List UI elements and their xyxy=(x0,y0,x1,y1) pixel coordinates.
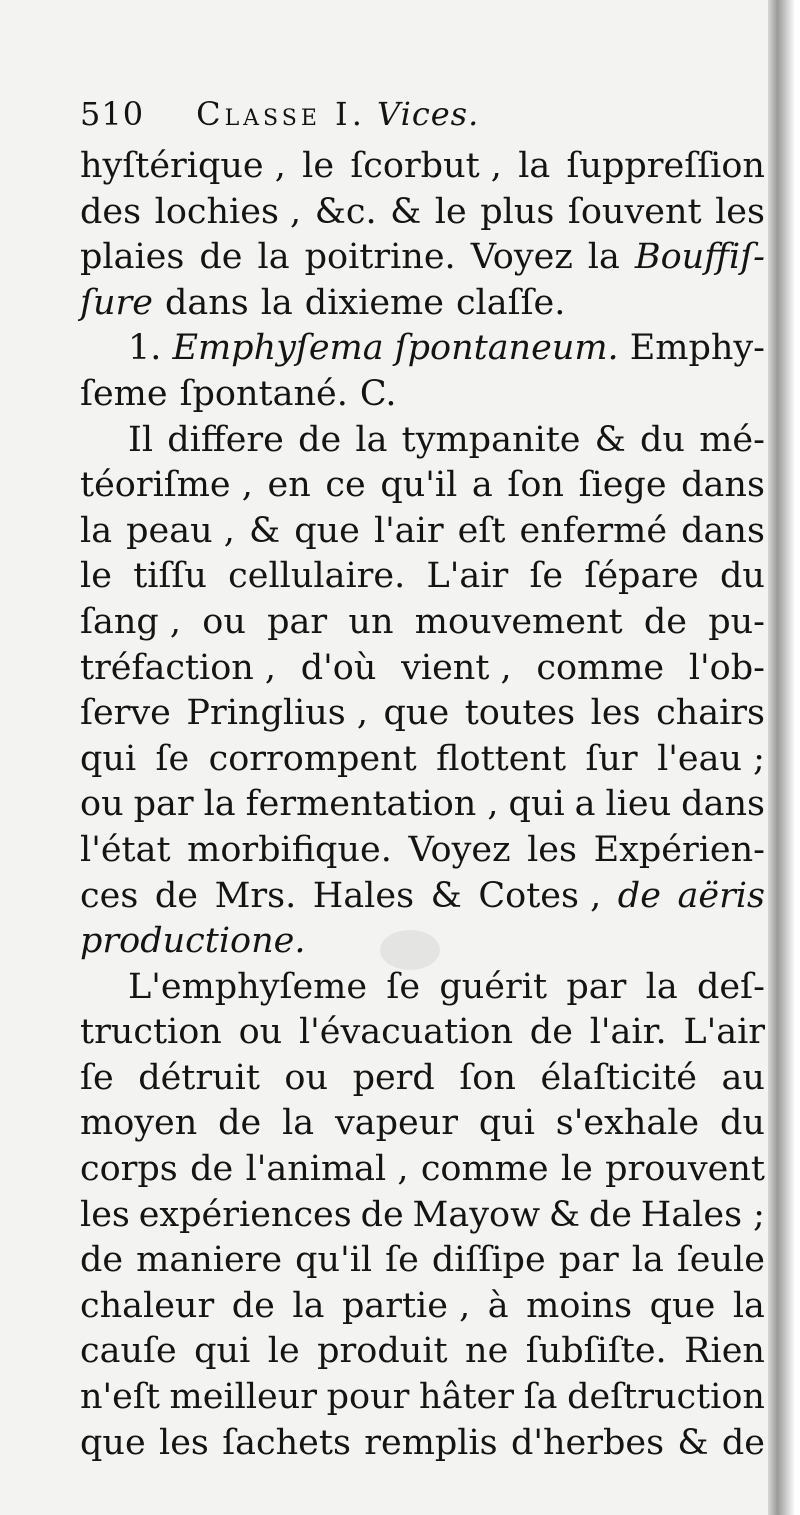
word: ou xyxy=(202,601,246,642)
word: les xyxy=(159,1422,209,1463)
word: les xyxy=(527,829,577,870)
word: la xyxy=(260,282,293,323)
word: fermentation , xyxy=(245,784,499,825)
word: de xyxy=(154,875,198,916)
word: du xyxy=(719,1103,765,1144)
word: & xyxy=(594,419,626,460)
word: qu'il xyxy=(295,1240,373,1281)
word: ſure xyxy=(80,282,153,323)
word: le xyxy=(267,1331,300,1372)
word: par xyxy=(267,601,328,642)
word: la xyxy=(732,1285,765,1326)
word: la xyxy=(355,419,388,460)
word: l'animal , xyxy=(245,1149,409,1190)
word: differe xyxy=(167,419,284,460)
word: la xyxy=(292,1285,325,1326)
word: ſcorbut , xyxy=(350,146,502,186)
word: L'emphyſeme xyxy=(128,966,368,1007)
word: ſe xyxy=(529,556,564,597)
word: la xyxy=(631,1240,664,1281)
word: Hales ; xyxy=(640,1194,765,1235)
word: le xyxy=(434,191,467,232)
word: ſon xyxy=(507,465,564,506)
word: de xyxy=(298,419,342,460)
word: peau , xyxy=(126,510,235,551)
word: détruit xyxy=(138,1057,260,1098)
word: les xyxy=(715,191,765,232)
word: &c. xyxy=(314,191,377,232)
word: des xyxy=(80,191,142,232)
word: s'exhale xyxy=(555,1103,700,1144)
word: ſeule xyxy=(676,1240,765,1281)
word: diſſipe xyxy=(431,1240,546,1281)
word: ſépare xyxy=(584,556,699,597)
word: de xyxy=(218,1103,262,1144)
text-line xyxy=(80,1101,765,1147)
word: chaleur xyxy=(80,1285,215,1326)
text-line xyxy=(80,874,765,920)
word: au xyxy=(721,1057,765,1098)
word: en xyxy=(267,465,311,506)
word: par xyxy=(558,1240,619,1281)
word: corps xyxy=(80,1149,178,1190)
word: comme xyxy=(536,647,665,688)
text-line xyxy=(80,235,765,281)
word: qui xyxy=(508,784,565,825)
word: L'air xyxy=(426,556,509,597)
word: d'où xyxy=(300,647,377,688)
word: mé- xyxy=(699,419,765,460)
word: la xyxy=(587,237,620,278)
word: enfermé xyxy=(519,510,668,551)
page-number: 510 xyxy=(80,95,145,133)
text-line xyxy=(80,737,765,783)
word: Emphyſema xyxy=(172,328,384,369)
word: le xyxy=(80,556,112,597)
word: hyſtérique , xyxy=(80,146,286,186)
word: dans xyxy=(681,784,765,825)
text-line xyxy=(80,281,765,327)
word: par xyxy=(566,966,627,1007)
word: le xyxy=(560,1149,593,1190)
text-line xyxy=(80,828,765,874)
word: que xyxy=(383,693,450,734)
word: ou xyxy=(238,1012,283,1053)
word: d'herbes xyxy=(510,1422,665,1463)
text-line xyxy=(80,1056,765,1102)
word: Voyez xyxy=(408,829,511,870)
page-gutter-shadow xyxy=(768,0,800,1515)
word: Mrs. xyxy=(214,875,297,916)
word: l'ob- xyxy=(688,647,765,688)
text-line xyxy=(80,190,765,236)
word: vapeur xyxy=(334,1103,458,1144)
word: a xyxy=(471,465,493,506)
word: deſ- xyxy=(697,966,765,1007)
word: du xyxy=(720,556,765,597)
word: truction xyxy=(80,1012,222,1053)
word: la xyxy=(518,146,551,186)
word: & xyxy=(249,510,281,551)
word: ſon xyxy=(459,1057,516,1098)
word: ces xyxy=(80,875,139,916)
text-line xyxy=(80,1329,765,1375)
word: ſuppreſſion xyxy=(566,146,765,186)
text-line xyxy=(80,554,765,600)
word: que xyxy=(294,510,360,551)
word: Bouffiſ- xyxy=(634,237,765,278)
word: pour xyxy=(326,1377,410,1418)
word: l'état xyxy=(80,829,171,870)
word: dans xyxy=(164,282,249,323)
word: comme xyxy=(420,1149,549,1190)
word: C. xyxy=(359,373,397,414)
word: plaies xyxy=(80,237,185,278)
word: produit xyxy=(317,1331,448,1372)
word: productione. xyxy=(80,921,306,962)
word: eſt xyxy=(457,510,506,551)
word: Rien xyxy=(684,1331,765,1372)
word: ſiege xyxy=(578,465,667,506)
body-text xyxy=(80,144,765,1466)
text-line xyxy=(80,326,765,372)
word: toutes xyxy=(464,693,576,734)
word: remplis xyxy=(364,1422,498,1463)
word: tympanite xyxy=(401,419,581,460)
text-line xyxy=(80,1147,765,1193)
word: l'évacuation xyxy=(298,1012,514,1053)
word: chairs xyxy=(656,693,765,734)
word: ſeme xyxy=(80,373,168,414)
word: dans xyxy=(681,510,765,551)
word: à xyxy=(487,1285,509,1326)
text-line xyxy=(80,418,765,464)
text-line xyxy=(80,1284,765,1330)
word: 1. xyxy=(128,328,162,369)
word: lochies , xyxy=(154,191,302,232)
word: ſe xyxy=(385,1240,419,1281)
word: cellulaire. xyxy=(228,556,406,597)
text-line xyxy=(80,144,765,190)
word: pu- xyxy=(708,601,765,642)
word: plus xyxy=(480,191,555,232)
text-line xyxy=(80,1238,765,1284)
text-line xyxy=(80,965,765,1011)
text-line xyxy=(80,509,765,555)
text-line xyxy=(80,600,765,646)
word: morbifique. xyxy=(187,829,392,870)
word: de xyxy=(231,1285,275,1326)
word: ſe xyxy=(155,738,190,779)
word: tréfaction , xyxy=(80,647,277,688)
word: ſachets xyxy=(222,1422,351,1463)
word: téoriſme , xyxy=(80,465,253,506)
word: du xyxy=(640,419,685,460)
word: l'air. xyxy=(589,1012,667,1053)
word: de xyxy=(588,1194,632,1235)
word: Mayow xyxy=(412,1194,541,1235)
word: ſur xyxy=(585,738,638,779)
word: ſang , xyxy=(80,601,182,642)
word: n'eſt xyxy=(80,1377,160,1418)
word: le xyxy=(302,146,335,186)
word: Emphy- xyxy=(629,328,765,369)
word: aëris xyxy=(677,875,765,916)
word: qui xyxy=(478,1103,535,1144)
word: & xyxy=(430,875,462,916)
word: ou xyxy=(284,1057,329,1098)
word: flottent xyxy=(436,738,567,779)
word: les xyxy=(590,693,641,734)
word: claſſe. xyxy=(455,282,566,323)
word: de xyxy=(643,601,687,642)
text-line xyxy=(80,1010,765,1056)
word: qu'il xyxy=(380,465,458,506)
running-header xyxy=(80,92,765,144)
word: a xyxy=(574,784,596,825)
text-line xyxy=(80,691,765,737)
running-title-italic: Vices. xyxy=(377,95,480,133)
word: expériences xyxy=(138,1194,352,1235)
word: hâter xyxy=(419,1377,514,1418)
running-title: Classe I. xyxy=(196,95,366,133)
word: un xyxy=(348,601,394,642)
text-line xyxy=(80,646,765,692)
word: Voyez xyxy=(470,237,573,278)
text-line xyxy=(80,1421,765,1467)
word: moyen xyxy=(80,1103,198,1144)
text-line xyxy=(80,1193,765,1239)
word: que xyxy=(80,1422,146,1463)
word: & xyxy=(677,1422,709,1463)
word: de xyxy=(360,1194,404,1235)
word: Pringlius , xyxy=(186,693,368,734)
word: de xyxy=(190,1149,234,1190)
word: la xyxy=(645,966,678,1007)
word: corrompent xyxy=(208,738,417,779)
word: dixieme xyxy=(304,282,444,323)
word: de xyxy=(199,237,243,278)
word: qui xyxy=(80,738,137,779)
word: guérit xyxy=(439,966,548,1007)
word: deſtruction xyxy=(567,1377,765,1418)
word: prouvent xyxy=(605,1149,765,1190)
word: Cotes , xyxy=(478,875,602,916)
word: ſpontané. xyxy=(179,373,348,414)
word: que xyxy=(649,1285,716,1326)
word: L'air xyxy=(683,1012,765,1053)
word: cauſe xyxy=(80,1331,177,1372)
word: tiſſu xyxy=(133,556,207,597)
word: ſubſiſte. xyxy=(525,1331,667,1372)
word: & xyxy=(390,191,422,232)
word: perd xyxy=(352,1057,435,1098)
word: ſa xyxy=(523,1377,558,1418)
word: de xyxy=(529,1012,573,1053)
word: la xyxy=(80,510,113,551)
word: par xyxy=(133,784,194,825)
word: moins xyxy=(526,1285,633,1326)
word: de xyxy=(721,1422,765,1463)
word: Hales xyxy=(312,875,415,916)
text-line xyxy=(80,1375,765,1421)
word: les xyxy=(80,1194,130,1235)
word: & xyxy=(548,1194,581,1235)
word: ce xyxy=(325,465,366,506)
word: élaſticité xyxy=(540,1057,697,1098)
word: dans xyxy=(681,465,765,506)
word: la xyxy=(257,237,290,278)
word: mouvement xyxy=(414,601,623,642)
word: ſe xyxy=(386,966,421,1007)
word: la xyxy=(203,784,236,825)
text-line xyxy=(80,372,765,418)
word: lieu xyxy=(605,784,672,825)
word: maniere xyxy=(136,1240,283,1281)
word: de xyxy=(617,875,661,916)
text-line xyxy=(80,919,765,965)
text-line xyxy=(80,782,765,828)
word: Il xyxy=(128,419,154,460)
word: qui xyxy=(194,1331,251,1372)
word: ſouvent xyxy=(567,191,702,232)
word: poitrine. xyxy=(304,237,456,278)
word: ſe xyxy=(80,1057,114,1098)
word: meilleur xyxy=(169,1377,318,1418)
word: ne xyxy=(465,1331,509,1372)
word: ſpontaneum. xyxy=(394,328,619,369)
word: ou xyxy=(80,784,124,825)
word: l'air xyxy=(373,510,444,551)
word: vient , xyxy=(401,647,512,688)
word: partie , xyxy=(341,1285,471,1326)
word: ſerve xyxy=(80,693,171,734)
word: la xyxy=(282,1103,315,1144)
word: de xyxy=(80,1240,124,1281)
page-text xyxy=(80,92,765,1466)
word: Expérien- xyxy=(593,829,765,870)
word: l'eau ; xyxy=(657,738,765,779)
text-line xyxy=(80,463,765,509)
